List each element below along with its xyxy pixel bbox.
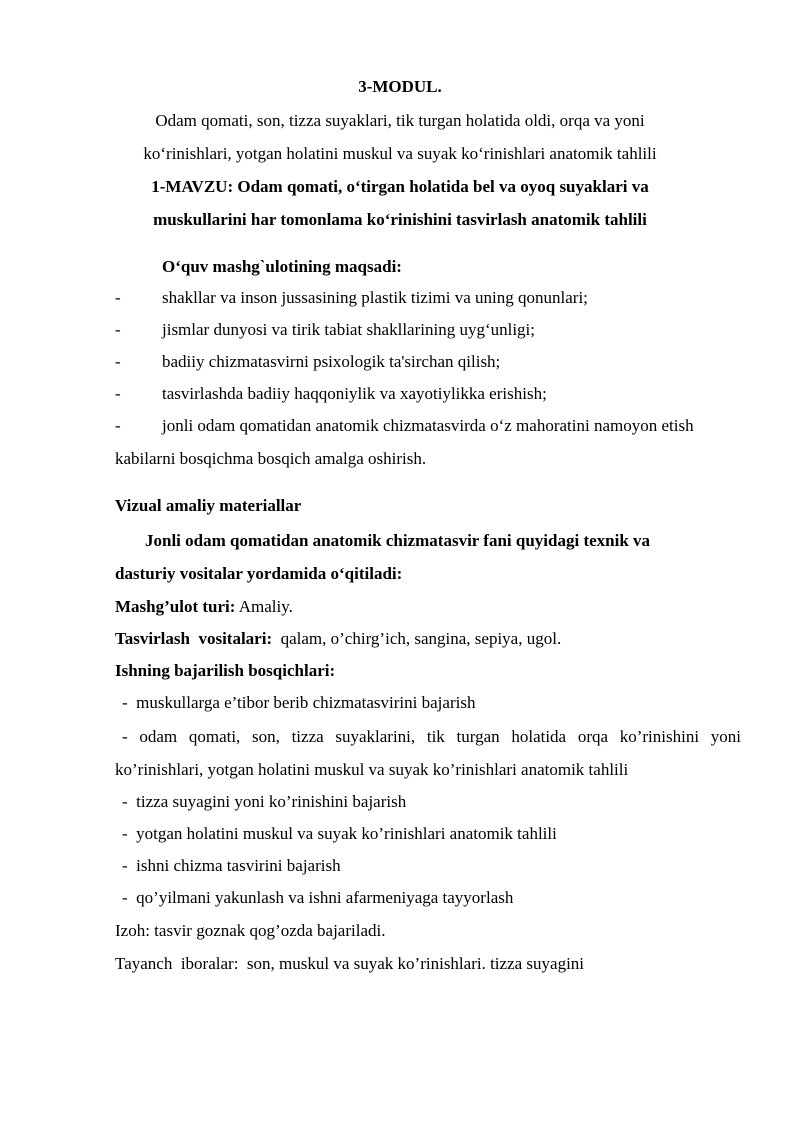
goal-item	[0, 383, 800, 405]
goals-heading: O‘quv mashg`ulotining maqsadi:	[162, 257, 402, 276]
drawing-tools-label: Tasvirlash vositalari:	[115, 629, 273, 648]
visual-intro-line-2: dasturiy vositalar yordamida o‘qitiladi:	[115, 564, 403, 583]
drawing-tools-value: qalam, o’chirg’ich, sangina, sepiya, ugol.	[272, 629, 562, 648]
goal-item	[0, 287, 800, 309]
module-subtitle-line-2: ko‘rinishlari, yotgan holatini muskul va suyak ko‘rinishlari anatomik tahlili	[143, 144, 657, 163]
bullet-dash: -	[115, 352, 121, 371]
goal-item	[0, 319, 800, 341]
step-item: - muskullarga e’tibor berib chizmatasvirini bajarish	[122, 693, 476, 712]
goal-item-text: jismlar dunyosi va tirik tabiat shakllarining uyg‘unligi;	[162, 320, 536, 339]
steps-heading: Ishning bajarilish bosqichlari:	[115, 661, 336, 680]
bullet-dash: -	[115, 416, 121, 435]
goal-item-continuation: kabilarni bosqichma bosqich amalga oshirish.	[115, 449, 427, 468]
module-subtitle-line-1: Odam qomati, son, tizza suyaklari, tik turgan holatida oldi, orqa va yoni	[155, 111, 645, 130]
drawing-tools	[115, 628, 561, 650]
step-item: - yotgan holatini muskul va suyak ko’rinishlari anatomik tahlili	[122, 824, 557, 843]
step-item: - tizza suyagini yoni ko’rinishini bajarish	[122, 792, 407, 811]
visual-intro-line-1: Jonli odam qomatidan anatomik chizmatasvir fani quyidagi texnik va	[145, 531, 651, 550]
training-type-label: Mashg’ulot turi:	[115, 597, 236, 616]
topic-title-line-2: muskullarini har tomonlama ko‘rinishini tasvirlash anatomik tahlili	[153, 210, 647, 229]
goal-item-text: jonli odam qomatidan anatomik chizmatasvirda o‘z mahoratini namoyon etish	[162, 416, 694, 435]
step-item: - qo’yilmani yakunlash va ishni afarmeniyaga tayyorlash	[122, 888, 514, 907]
step-item: - odam qomati, son, tizza suyaklarini, tik turgan holatida orqa ko’rinishini yoni	[122, 727, 741, 746]
bullet-dash: -	[115, 384, 121, 403]
goal-item-text: badiiy chizmatasvirni psixologik ta'sirchan qilish;	[162, 352, 501, 371]
goal-item	[0, 351, 800, 373]
step-item: - ishni chizma tasvirini bajarish	[122, 856, 341, 875]
note-text: Izoh: tasvir goznak qog’ozda bajariladi.	[115, 921, 386, 940]
goal-item-text: tasvirlashda badiiy haqqoniylik va xayotiylikka erishish;	[162, 384, 547, 403]
module-title: 3-MODUL.	[358, 77, 442, 96]
goal-item-text: shakllar va inson jussasining plastik tizimi va uning qonunlari;	[162, 288, 588, 307]
topic-title-line-1: 1-MAVZU: Odam qomati, o‘tirgan holatida bel va oyoq suyaklari va	[151, 177, 649, 196]
visual-materials-heading: Vizual amaliy materiallar	[115, 496, 302, 515]
goal-item	[0, 415, 800, 437]
bullet-dash: -	[115, 288, 121, 307]
keywords-text: Tayanch iboralar: son, muskul va suyak ko’rinishlari. tizza suyagini	[115, 954, 585, 973]
step-item-continuation: ko’rinishlari, yotgan holatini muskul va suyak ko’rinishlari anatomik tahlili	[115, 760, 629, 779]
training-type-value: Amaliy.	[235, 597, 293, 616]
bullet-dash: -	[115, 320, 121, 339]
training-type	[115, 596, 293, 618]
